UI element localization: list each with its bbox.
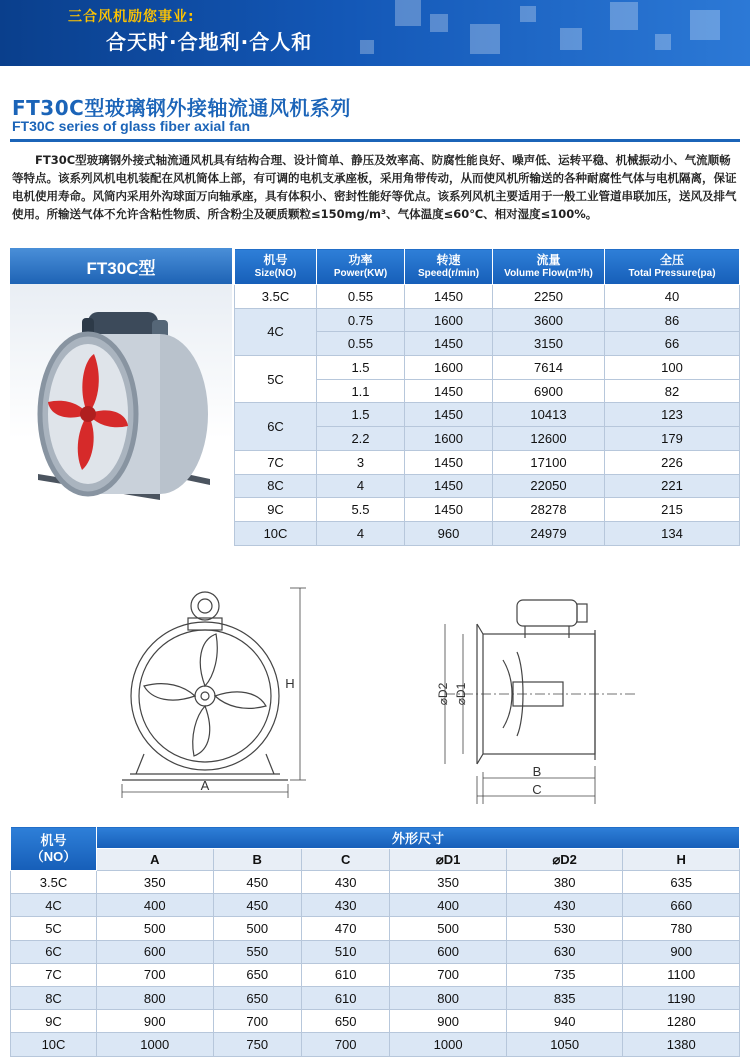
- cell-dimension: 750: [213, 1033, 301, 1056]
- group-header: 外形尺寸: [97, 827, 740, 849]
- cell-size: 4C: [235, 308, 317, 355]
- cell-pressure: 134: [605, 521, 740, 545]
- cell-size: 9C: [235, 498, 317, 522]
- col-a: A: [97, 849, 214, 871]
- cell-size: 4C: [11, 894, 97, 917]
- cell-power: 4: [317, 521, 405, 545]
- cell-dimension: 940: [506, 1010, 623, 1033]
- cell-dimension: 1000: [97, 1033, 214, 1056]
- intro-text: [12, 151, 740, 223]
- cell-dimension: 1000: [390, 1033, 507, 1056]
- page-subtitle: FT30C series of glass fiber axial fan: [12, 118, 251, 134]
- cell-power: 1.1: [317, 379, 405, 403]
- cell-dimension: 635: [623, 871, 740, 894]
- cell-speed: 1450: [405, 403, 493, 427]
- cell-pressure: 100: [605, 356, 740, 380]
- table-row: [235, 403, 740, 427]
- cell-dimension: 1100: [623, 963, 740, 986]
- cell-size: 10C: [11, 1033, 97, 1056]
- cell-flow: 22050: [493, 474, 605, 498]
- cell-speed: 960: [405, 521, 493, 545]
- header-banner: [0, 0, 750, 66]
- cell-size: 6C: [11, 940, 97, 963]
- label-a: A: [200, 778, 210, 793]
- size-header-en: （NO）: [30, 848, 77, 864]
- table-row: [235, 521, 740, 545]
- banner-tag: 三合风机励您事业:: [68, 9, 195, 25]
- cell-size: 8C: [235, 474, 317, 498]
- cell-flow: 12600: [493, 427, 605, 451]
- product-photo: [10, 284, 232, 542]
- cell-dimension: 530: [506, 917, 623, 940]
- cell-dimension: 610: [301, 986, 389, 1009]
- cell-dimension: 700: [97, 963, 214, 986]
- col-speed: 转速 Speed(r/min): [405, 249, 493, 285]
- cell-size: 3.5C: [11, 871, 97, 894]
- cell-speed: 1450: [405, 498, 493, 522]
- col-d2: ⌀D2: [506, 849, 623, 871]
- cell-dimension: 450: [213, 871, 301, 894]
- cell-pressure: 179: [605, 427, 740, 451]
- cell-dimension: 380: [506, 871, 623, 894]
- col-size: [11, 827, 97, 871]
- cell-speed: 1450: [405, 450, 493, 474]
- cell-dimension: 700: [301, 1033, 389, 1056]
- table-row: [235, 498, 740, 522]
- cell-flow: 7614: [493, 356, 605, 380]
- cell-dimension: 600: [390, 940, 507, 963]
- cell-dimension: 400: [97, 894, 214, 917]
- col-power: 功率 Power(KW): [317, 249, 405, 285]
- page-title: FT30C型玻璃钢外接轴流通风机系列: [12, 96, 351, 120]
- cell-power: 5.5: [317, 498, 405, 522]
- cell-dimension: 550: [213, 940, 301, 963]
- cell-power: 0.75: [317, 308, 405, 332]
- cell-dimension: 660: [623, 894, 740, 917]
- cell-power: 2.2: [317, 427, 405, 451]
- cell-dimension: 400: [390, 894, 507, 917]
- table-row: [11, 1033, 740, 1056]
- cell-flow: 2250: [493, 285, 605, 309]
- cell-dimension: 650: [301, 1010, 389, 1033]
- cell-dimension: 510: [301, 940, 389, 963]
- cell-power: 1.5: [317, 356, 405, 380]
- cell-pressure: 40: [605, 285, 740, 309]
- cell-dimension: 430: [301, 871, 389, 894]
- cell-dimension: 500: [97, 917, 214, 940]
- cell-dimension: 430: [506, 894, 623, 917]
- cell-power: 0.55: [317, 285, 405, 309]
- table-row: [235, 308, 740, 332]
- front-view-drawing: [100, 578, 310, 803]
- cell-power: 1.5: [317, 403, 405, 427]
- intro-paragraph: FT30C型玻璃钢外接式轴流通风机具有结构合理、设计简单、静压及效率高、防腐性能良好、噪声低、运转平稳、机械振动小、气流顺畅等特点。该系列风机电机装配在风机筒体上部，有可调的电机支承座板，采用角带传动，从而使风机所输送的各种耐腐性气体与电机隔离，保证电机使用寿命。风筒内采用外沟球面万向轴承座，具有体积小、密封性能好等优点。该系列风机主要适用于一般工业管道串联加压，送风及排气使用。所输送气体不允许含粘性物质、所含粉尘及硬质颗粒≤150mg/m³、气体温度≤60℃、相对湿度≤100%。: [12, 153, 737, 221]
- col-flow: 流量 Volume Flow(m³/h): [493, 249, 605, 285]
- cell-dimension: 900: [623, 940, 740, 963]
- table-row: [235, 450, 740, 474]
- cell-pressure: 215: [605, 498, 740, 522]
- cell-speed: 1600: [405, 308, 493, 332]
- cell-power: 4: [317, 474, 405, 498]
- cell-flow: 3150: [493, 332, 605, 356]
- cell-size: 5C: [11, 917, 97, 940]
- banner-slogan: 合天时·合地利·合人和: [106, 30, 313, 54]
- cell-dimension: 350: [390, 871, 507, 894]
- cell-pressure: 66: [605, 332, 740, 356]
- cell-pressure: 226: [605, 450, 740, 474]
- table-row: [11, 940, 740, 963]
- cell-flow: 24979: [493, 521, 605, 545]
- table-row: [235, 285, 740, 309]
- title-divider: [10, 139, 740, 142]
- cell-dimension: 650: [213, 986, 301, 1009]
- table-row: [11, 871, 740, 894]
- model-label: FT30C型: [10, 248, 232, 284]
- cell-dimension: 630: [506, 940, 623, 963]
- cell-flow: 6900: [493, 379, 605, 403]
- cell-speed: 1450: [405, 285, 493, 309]
- cell-dimension: 1190: [623, 986, 740, 1009]
- cell-dimension: 780: [623, 917, 740, 940]
- cell-dimension: 1380: [623, 1033, 740, 1056]
- cell-dimension: 800: [390, 986, 507, 1009]
- cell-power: 3: [317, 450, 405, 474]
- table-row: [11, 986, 740, 1009]
- col-d1: ⌀D1: [390, 849, 507, 871]
- cell-dimension: 1050: [506, 1033, 623, 1056]
- cell-flow: 3600: [493, 308, 605, 332]
- col-c: C: [301, 849, 389, 871]
- cell-flow: 10413: [493, 403, 605, 427]
- table-row: [11, 963, 740, 986]
- col-b: B: [213, 849, 301, 871]
- label-d1: ⌀D1: [454, 682, 468, 706]
- cell-dimension: 900: [390, 1010, 507, 1033]
- cell-speed: 1450: [405, 379, 493, 403]
- cell-pressure: 221: [605, 474, 740, 498]
- col-pressure: 全压 Total Pressure(pa): [605, 249, 740, 285]
- cell-speed: 1450: [405, 332, 493, 356]
- table-row: [11, 1010, 740, 1033]
- cell-dimension: 700: [390, 963, 507, 986]
- cell-dimension: 350: [97, 871, 214, 894]
- table-row: [235, 356, 740, 380]
- cell-speed: 1600: [405, 356, 493, 380]
- cell-pressure: 123: [605, 403, 740, 427]
- cell-speed: 1600: [405, 427, 493, 451]
- col-h: H: [623, 849, 740, 871]
- table-row: [11, 894, 740, 917]
- cell-dimension: 600: [97, 940, 214, 963]
- label-b: B: [532, 764, 542, 779]
- cell-dimension: 430: [301, 894, 389, 917]
- col-size: 机号 Size(NO): [235, 249, 317, 285]
- cell-size: 7C: [11, 963, 97, 986]
- spec-table: [234, 248, 740, 546]
- cell-pressure: 86: [605, 308, 740, 332]
- cell-flow: 28278: [493, 498, 605, 522]
- cell-dimension: 500: [390, 917, 507, 940]
- cell-dimension: 835: [506, 986, 623, 1009]
- cell-speed: 1450: [405, 474, 493, 498]
- label-h: H: [285, 676, 295, 691]
- cell-size: 9C: [11, 1010, 97, 1033]
- table-row: [11, 917, 740, 940]
- cell-dimension: 900: [97, 1010, 214, 1033]
- cell-dimension: 470: [301, 917, 389, 940]
- label-d2: ⌀D2: [436, 682, 450, 706]
- cell-size: 5C: [235, 356, 317, 403]
- table-row: [235, 474, 740, 498]
- cell-size: 8C: [11, 986, 97, 1009]
- cell-size: 3.5C: [235, 285, 317, 309]
- cell-dimension: 500: [213, 917, 301, 940]
- side-view-drawing: [425, 590, 640, 812]
- size-header: 机号: [40, 832, 67, 848]
- cell-dimension: 450: [213, 894, 301, 917]
- cell-dimension: 1280: [623, 1010, 740, 1033]
- label-c: C: [532, 782, 542, 797]
- cell-flow: 17100: [493, 450, 605, 474]
- cell-size: 7C: [235, 450, 317, 474]
- dimension-table: [10, 826, 740, 1057]
- cell-power: 0.55: [317, 332, 405, 356]
- fan-photo-illustration: [10, 284, 232, 542]
- cell-dimension: 650: [213, 963, 301, 986]
- cell-dimension: 800: [97, 986, 214, 1009]
- cell-dimension: 610: [301, 963, 389, 986]
- cell-size: 6C: [235, 403, 317, 450]
- cell-pressure: 82: [605, 379, 740, 403]
- cell-dimension: 735: [506, 963, 623, 986]
- cell-size: 10C: [235, 521, 317, 545]
- cell-dimension: 700: [213, 1010, 301, 1033]
